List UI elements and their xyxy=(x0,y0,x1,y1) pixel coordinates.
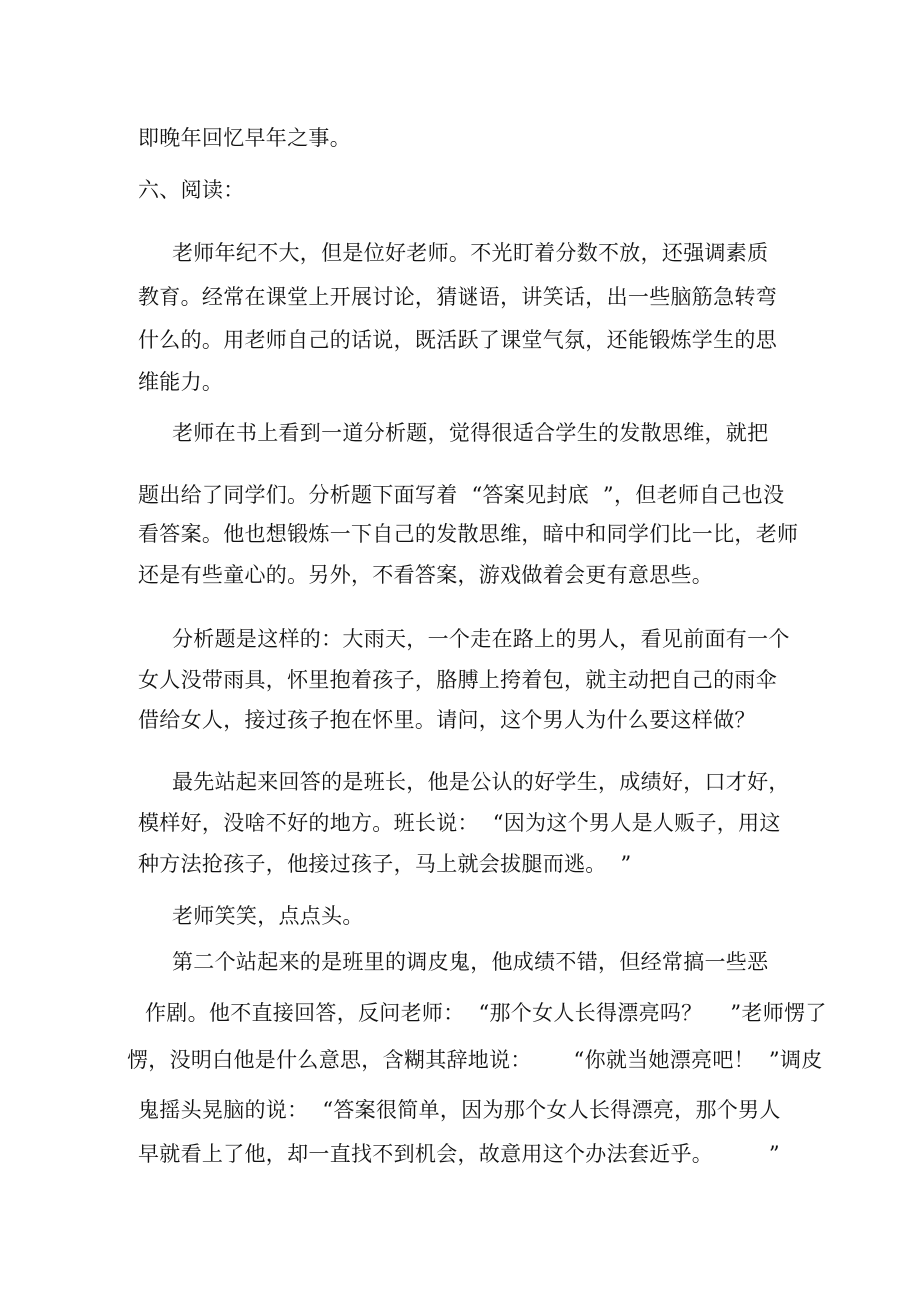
text-line-6: 维能力。 xyxy=(138,370,224,394)
text-line-4: 教育。经常在课堂上开展讨论，猜谜语，讲笑话，出一些脑筋急转弯 xyxy=(138,285,777,309)
text-line-5: 什么的。用老师自己的话说，既活跃了课堂气氛，还能锻炼学生的思 xyxy=(138,328,777,352)
text-line-13: 借给女人，接过孩子抱在怀里。请问，这个男人为什么要这样做？ xyxy=(138,708,756,732)
text-line-14: 最先站起来回答的是班长，他是公认的好学生，成绩好，口才好， xyxy=(172,770,790,794)
text-line-19: 作剧。他不直接回答，反问老师： “那个女人长得漂亮吗？ ”老师愣了 xyxy=(145,1001,827,1025)
section-heading-reading: 六、阅读： xyxy=(138,178,245,202)
text-line-3: 老师年纪不大，但是位好老师。不光盯着分数不放，还强调素质 xyxy=(172,241,769,265)
text-line-21: 鬼摇头晃脑的说： “答案很简单，因为那个女人长得漂亮，那个男人 xyxy=(138,1098,781,1122)
text-line-15: 模样好，没啥不好的地方。班长说： “因为这个男人是人贩子，用这 xyxy=(138,811,781,835)
text-line-22: 早就看上了他，却一直找不到机会，故意用这个办法套近乎。 ” xyxy=(138,1142,780,1166)
text-line-12: 女人没带雨具，怀里抱着孩子，胳膊上挎着包，就主动把自己的雨伞 xyxy=(138,668,777,692)
text-line-7: 老师在书上看到一道分析题，觉得很适合学生的发散思维，就把 xyxy=(172,421,769,445)
text-line-9: 看答案。他也想锻炼一下自己的发散思维，暗中和同学们比一比，老师 xyxy=(138,522,799,546)
text-line-16: 种方法抢孩子，他接过孩子，马上就会拔腿而逃。 ” xyxy=(138,852,632,876)
text-line-10: 还是有些童心的。另外，不看答案，游戏做着会更有意思些。 xyxy=(138,563,714,587)
text-line-1: 即晚年回忆早年之事。 xyxy=(138,126,351,150)
text-line-11: 分析题是这样的：大雨天，一个走在路上的男人，看见前面有一个 xyxy=(172,627,790,651)
text-line-18: 第二个站起来的是班里的调皮鬼，他成绩不错，但经常搞一些恶 xyxy=(172,950,769,974)
text-line-17: 老师笑笑，点点头。 xyxy=(172,904,364,928)
text-line-8: 题出给了同学们。分析题下面写着 “答案见封底 ”，但老师自己也没 xyxy=(138,483,785,507)
text-line-20: 愣，没明白他是什么意思，含糊其辞地说： “你就当她漂亮吧！ ”调皮 xyxy=(127,1048,823,1072)
